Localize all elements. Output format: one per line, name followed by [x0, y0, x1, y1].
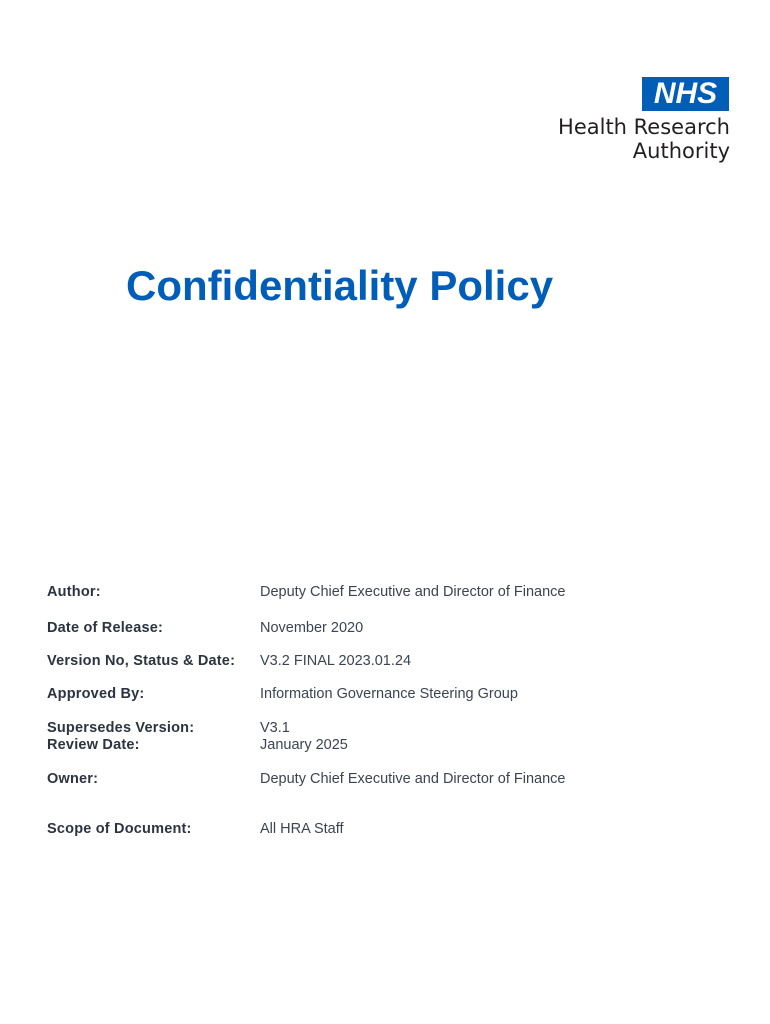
nhs-hra-logo	[540, 77, 730, 169]
meta-value: V3.1	[260, 720, 290, 736]
meta-label: Scope of Document:	[47, 821, 192, 837]
meta-label: Version No, Status & Date:	[47, 653, 236, 669]
org-name-line-1: Health Research	[558, 115, 730, 139]
meta-label: Date of Release:	[47, 620, 164, 636]
meta-label: Author:	[47, 584, 101, 600]
meta-value: January 2025	[260, 737, 348, 753]
meta-value: V3.2 FINAL 2023.01.24	[260, 653, 412, 669]
meta-value: Deputy Chief Executive and Director of Finance	[260, 584, 566, 600]
meta-label: Approved By:	[47, 686, 145, 702]
org-name-line-2: Authority	[632, 139, 730, 163]
meta-label: Owner:	[47, 771, 99, 787]
meta-label: Review Date:	[47, 737, 140, 753]
meta-value: All HRA Staff	[260, 821, 344, 837]
meta-label: Supersedes Version:	[47, 720, 195, 736]
meta-value: Information Governance Steering Group	[260, 686, 518, 702]
meta-value: Deputy Chief Executive and Director of Finance	[260, 771, 566, 787]
nhs-badge: NHS	[642, 77, 729, 111]
document-title: Confidentiality Policy	[126, 262, 554, 309]
meta-value: November 2020	[260, 620, 364, 636]
